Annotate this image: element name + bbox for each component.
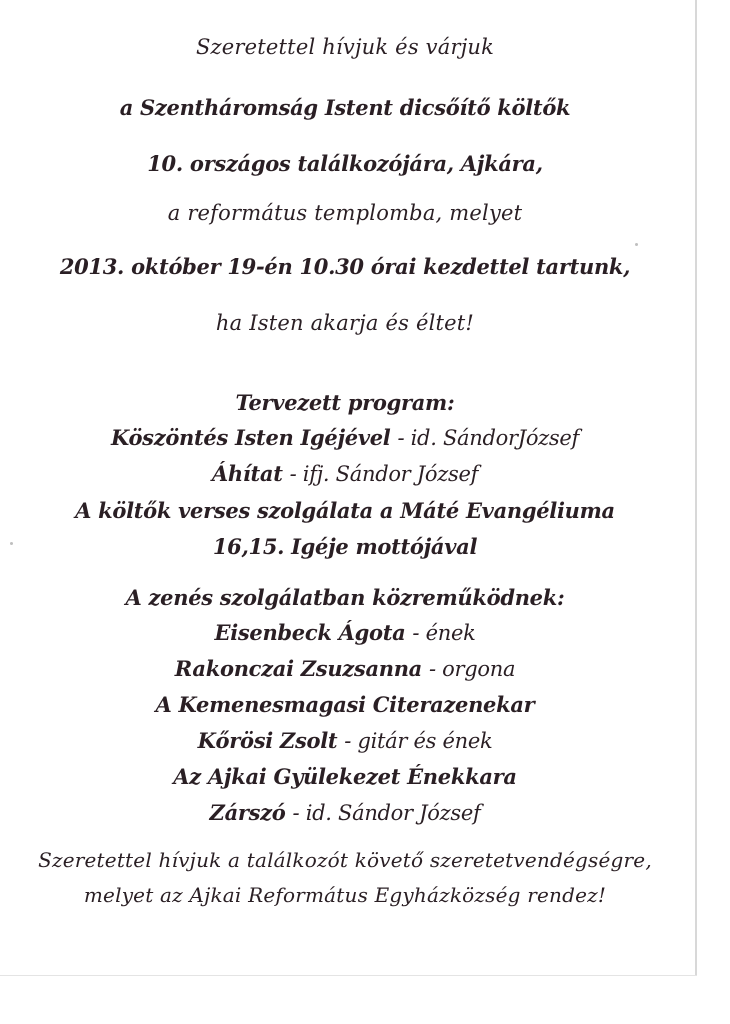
music-item-name: Eisenbeck Ágota [214,620,406,645]
music-item [0,802,690,824]
program-item [0,463,690,485]
music-item-role: - ének [412,621,476,645]
music-item [0,658,690,680]
intro-line-4: a református templomba, melyet [167,201,523,225]
program-heading: Tervezett program: [235,390,455,415]
music-heading: A zenés szolgálatban közreműködnek: [125,585,565,610]
program-item-name: Köszöntés Isten Igéjével [110,425,391,450]
program-item [0,500,690,521]
intro-line-6: ha Isten akarja és éltet! [215,311,475,335]
program-item-role: - ifj. Sándor József [289,462,479,486]
intro-line-1: Szeretettel hívjuk és várjuk [195,35,495,59]
music-item [0,622,690,644]
intro-line-2: a Szentháromság Istent dicsőítő költők [119,95,571,120]
music-item [0,766,690,787]
program-item-role: - id. SándorJózsef [397,426,580,450]
music-item-role: - gitár és ének [344,729,493,753]
program-item [0,427,690,449]
program-item [0,536,690,557]
closing-line-2: melyet az Ajkai Református Egyházközség rendez! [83,883,607,907]
paper-edge-bottom [0,975,697,976]
music-item-name: Kőrösi Zsolt [197,728,338,753]
program-item-name: A költők verses szolgálata a Máté Evangéliuma [75,498,615,523]
closing-line-1: Szeretettel hívjuk a találkozót követő szeretetvendégségre, [38,848,652,872]
music-item [0,694,690,715]
intro-line-3: 10. országos találkozójára, Ajkára, [147,151,543,176]
music-item-role: - id. Sándor József [292,801,481,825]
event-date-line: 2013. október 19-én 10.30 órai kezdettel tartunk, [59,254,631,279]
music-item-name: A Kemenesmagasi Citerazenekar [155,692,535,717]
music-item-role: - orgona [429,657,516,681]
music-item-name: Az Ajkai Gyülekezet Énekkara [173,764,517,789]
paper-edge-right [695,0,697,975]
music-item [0,730,690,752]
program-item-name: Áhítat [211,461,283,486]
music-item-name: Rakonczai Zsuzsanna [174,656,422,681]
scan-speck [635,243,638,246]
music-item-name: Zárszó [209,800,286,825]
program-item-name: 16,15. Igéje mottójával [212,534,478,559]
